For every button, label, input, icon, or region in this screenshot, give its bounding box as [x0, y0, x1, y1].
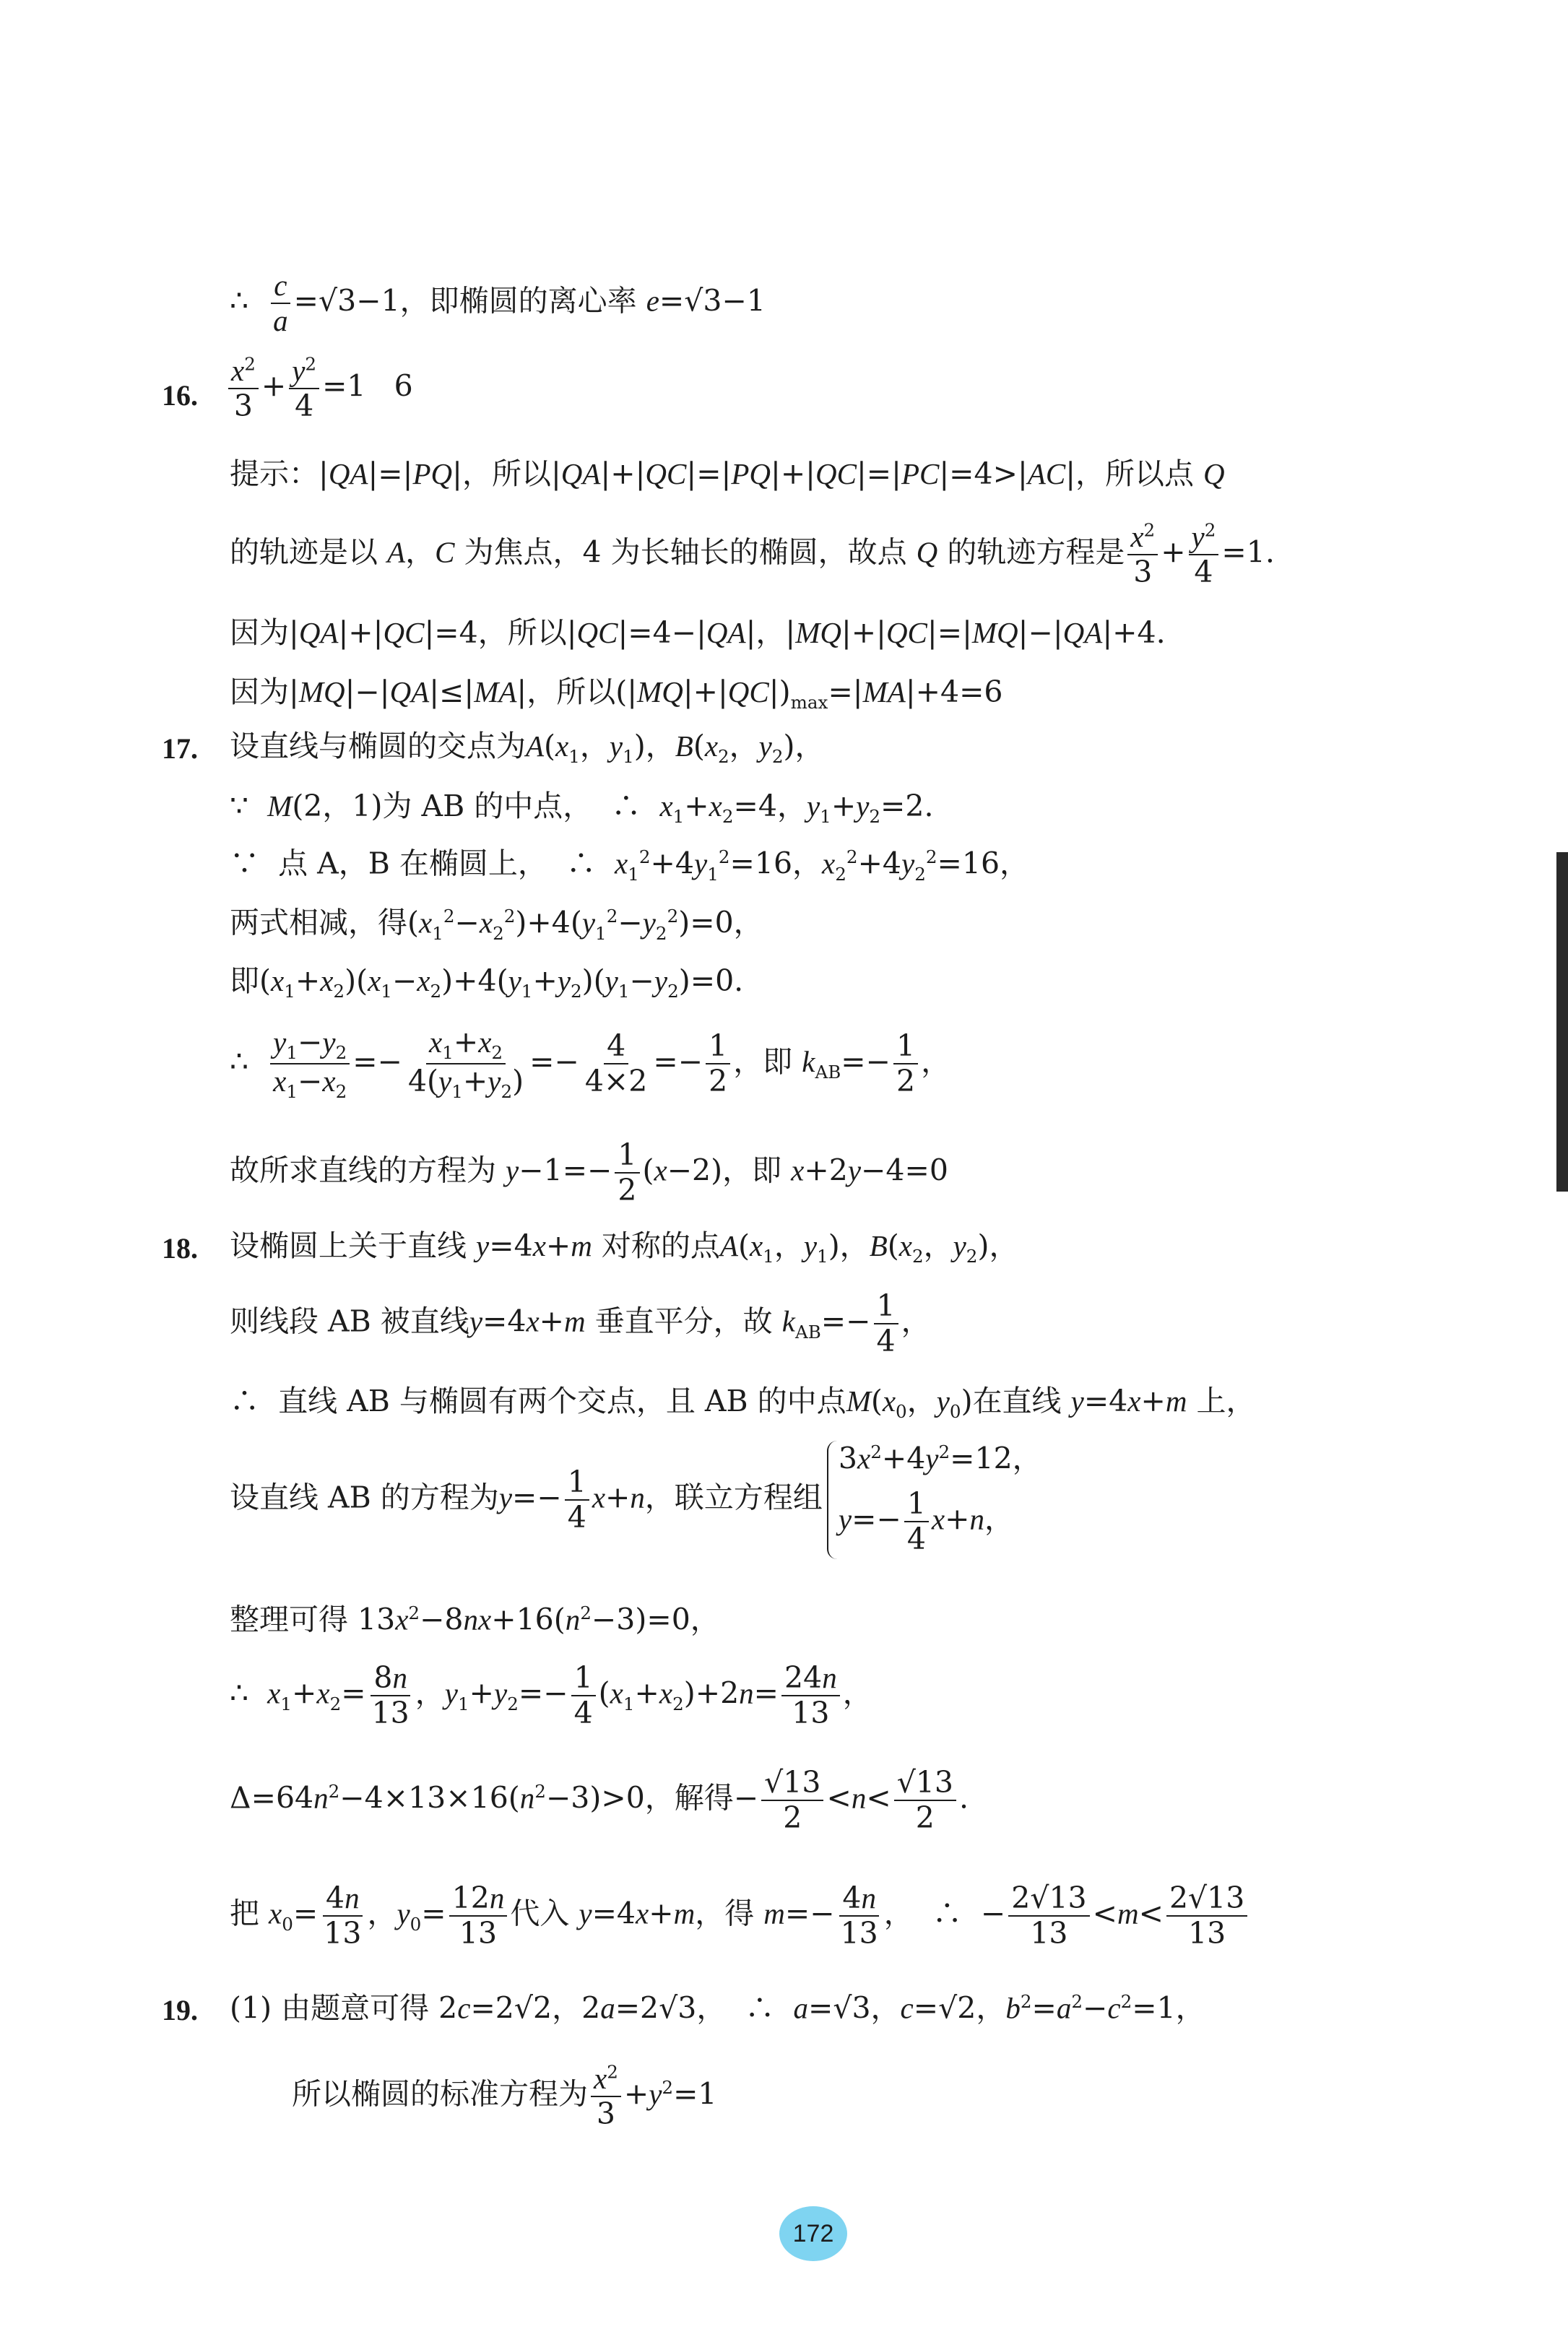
page-number-badge	[779, 2206, 847, 2261]
problem-18-label: 18.	[162, 1232, 198, 1265]
p18-line-4: 设直线 AB 的方程为y=− $\frac{1}{4}$ x+n，联立方程组 $3x^2+4y^2=12$， y=− $\frac{1}{4}$ x+n，	[230, 1441, 1042, 1559]
p17-line-2: ∵ M(2，1)为 AB 的中点， ∴ $x_1+x_2=4$，$y_1+y_2=2$.	[230, 789, 934, 828]
p17-line-6: ∴ $\frac{y_1-y_2}{x_1-x_2}$ =− $\frac{x_1+x_2}{4(y_1+y_2)}$ =− $\frac{4}{4\times 2}$ =− $\frac{1}{2}$ ，即 $k_{AB}=-$ $\frac{1}{2}$ ，	[230, 1025, 951, 1103]
problem-16-answer: $\frac{x^2}{3}$ + $\frac{y^2}{4}$ =1 6	[225, 354, 413, 423]
p18-line-1: 设椭圆上关于直线 y=4x+m 对称的点$A(x_1$，$y_1$)，$B(x_2$，$y_2$)，	[230, 1228, 1019, 1267]
hint-line-3: 因为|QA|+|QC|=4，所以|QC|=4−|QA|，|MQ|+|QC|=|MQ|−|QA|+4.	[230, 615, 1166, 650]
p18-line-7: $\Delta=64n^2-4\times 13\times 16(n^2-3)>0$，解得− $\frac{√13}{2}$ <n< $\frac{√13}{2}$ .	[230, 1765, 969, 1836]
p18-line-3: ∴ 直线 AB 与椭圆有两个交点，且 AB 的中点$M(x_0$，$y_0$)在直线 y=4x+m 上，	[230, 1384, 1256, 1423]
eccentricity-line: ∴ $\frac{c}{a}$ =√3−1，即椭圆的离心率 e=√3−1	[230, 269, 766, 338]
equation-system: $3x^2+4y^2=12$， y=− $\frac{1}{4}$ x+n，	[827, 1441, 1042, 1559]
p19-line-2: 所以椭圆的标准方程为 $\frac{x^2}{3}$ $+y^2=1$	[292, 2061, 717, 2132]
p17-line-5: 即$(x_1+x_2)(x_1-x_2)+4(y_1+y_2)(y_1-y_2)=0$.	[230, 963, 744, 1002]
eccentricity-text: 即椭圆的离心率	[429, 283, 637, 318]
p17-line-1: 设直线与椭圆的交点为$A(x_1$，$y_1$)，$B(x_2$，$y_2$)，	[230, 729, 825, 768]
scan-edge-shadow	[1556, 852, 1568, 1192]
p17-line-4: 两式相减，得$(x_1^2-x_2^2)+4(y_1^2-y_2^2)=0$，	[230, 905, 763, 944]
hint-line-1: 提示：|QA|=|PQ|，所以|QA|+|QC|=|PQ|+|QC|=|PC|=4>|AC|，所以点 Q	[230, 456, 1225, 491]
p19-line-1: (1) 由题意可得 2c=2√2，2a=2√3， ∴ a=√3，c=√2，$b^2=a^2-c^2=1$，	[230, 1990, 1205, 2026]
problem-19-label: 19.	[162, 1994, 198, 2026]
p18-line-8: 把 $x_0=$ $\frac{4n}{13}$ ，$y_0=$ $\frac{12n}{13}$ 代入 y=4x+m，得 m=− $\frac{4n}{13}$ ， ∴ − $\frac{2√13}{13}$ <m< $\frac{2√13}{13}$	[230, 1881, 1250, 1951]
hint-line-4: 因为|MQ|−|QA|≤|MA|，所以$(|MQ|+|QC|)_{max}=|MA|+4=6$	[230, 675, 1003, 714]
p17-line-7: 故所求直线的方程为 y−1=− $\frac{1}{2}$ (x−2)，即 x+2y−4=0	[230, 1137, 948, 1208]
page-number: 172	[792, 2219, 834, 2247]
p17-line-3: ∵ 点 A，B 在椭圆上， ∴ $x_1^2+4y_1^2=16$，$x_2^2+4y_2^2=16$，	[230, 846, 1030, 885]
p18-line-2: 则线段 AB 被直线y=4x+m 垂直平分，故 $k_{AB}=-$ $\frac{1}{4}$ ，	[230, 1288, 931, 1359]
p18-line-5: 整理可得 $13x^2-8nx+16(n^2-3)=0$，	[230, 1602, 720, 1637]
p18-line-6: ∴ $x_1+x_2=$ $\frac{8n}{13}$ ，$y_1+y_2=-$ $\frac{1}{4}$ $(x_1+x_2)+2n=$ $\frac{24n}{13}$ ，	[230, 1660, 872, 1731]
problem-17-label: 17.	[162, 732, 198, 765]
problem-16-label: 16.	[162, 379, 198, 412]
hint-line-2: 的轨迹是以 A，C 为焦点，4 为长轴长的椭圆，故点 Q 的轨迹方程是 $\frac{x^2}{3}$ + $\frac{y^2}{4}$ =1.	[230, 519, 1275, 590]
